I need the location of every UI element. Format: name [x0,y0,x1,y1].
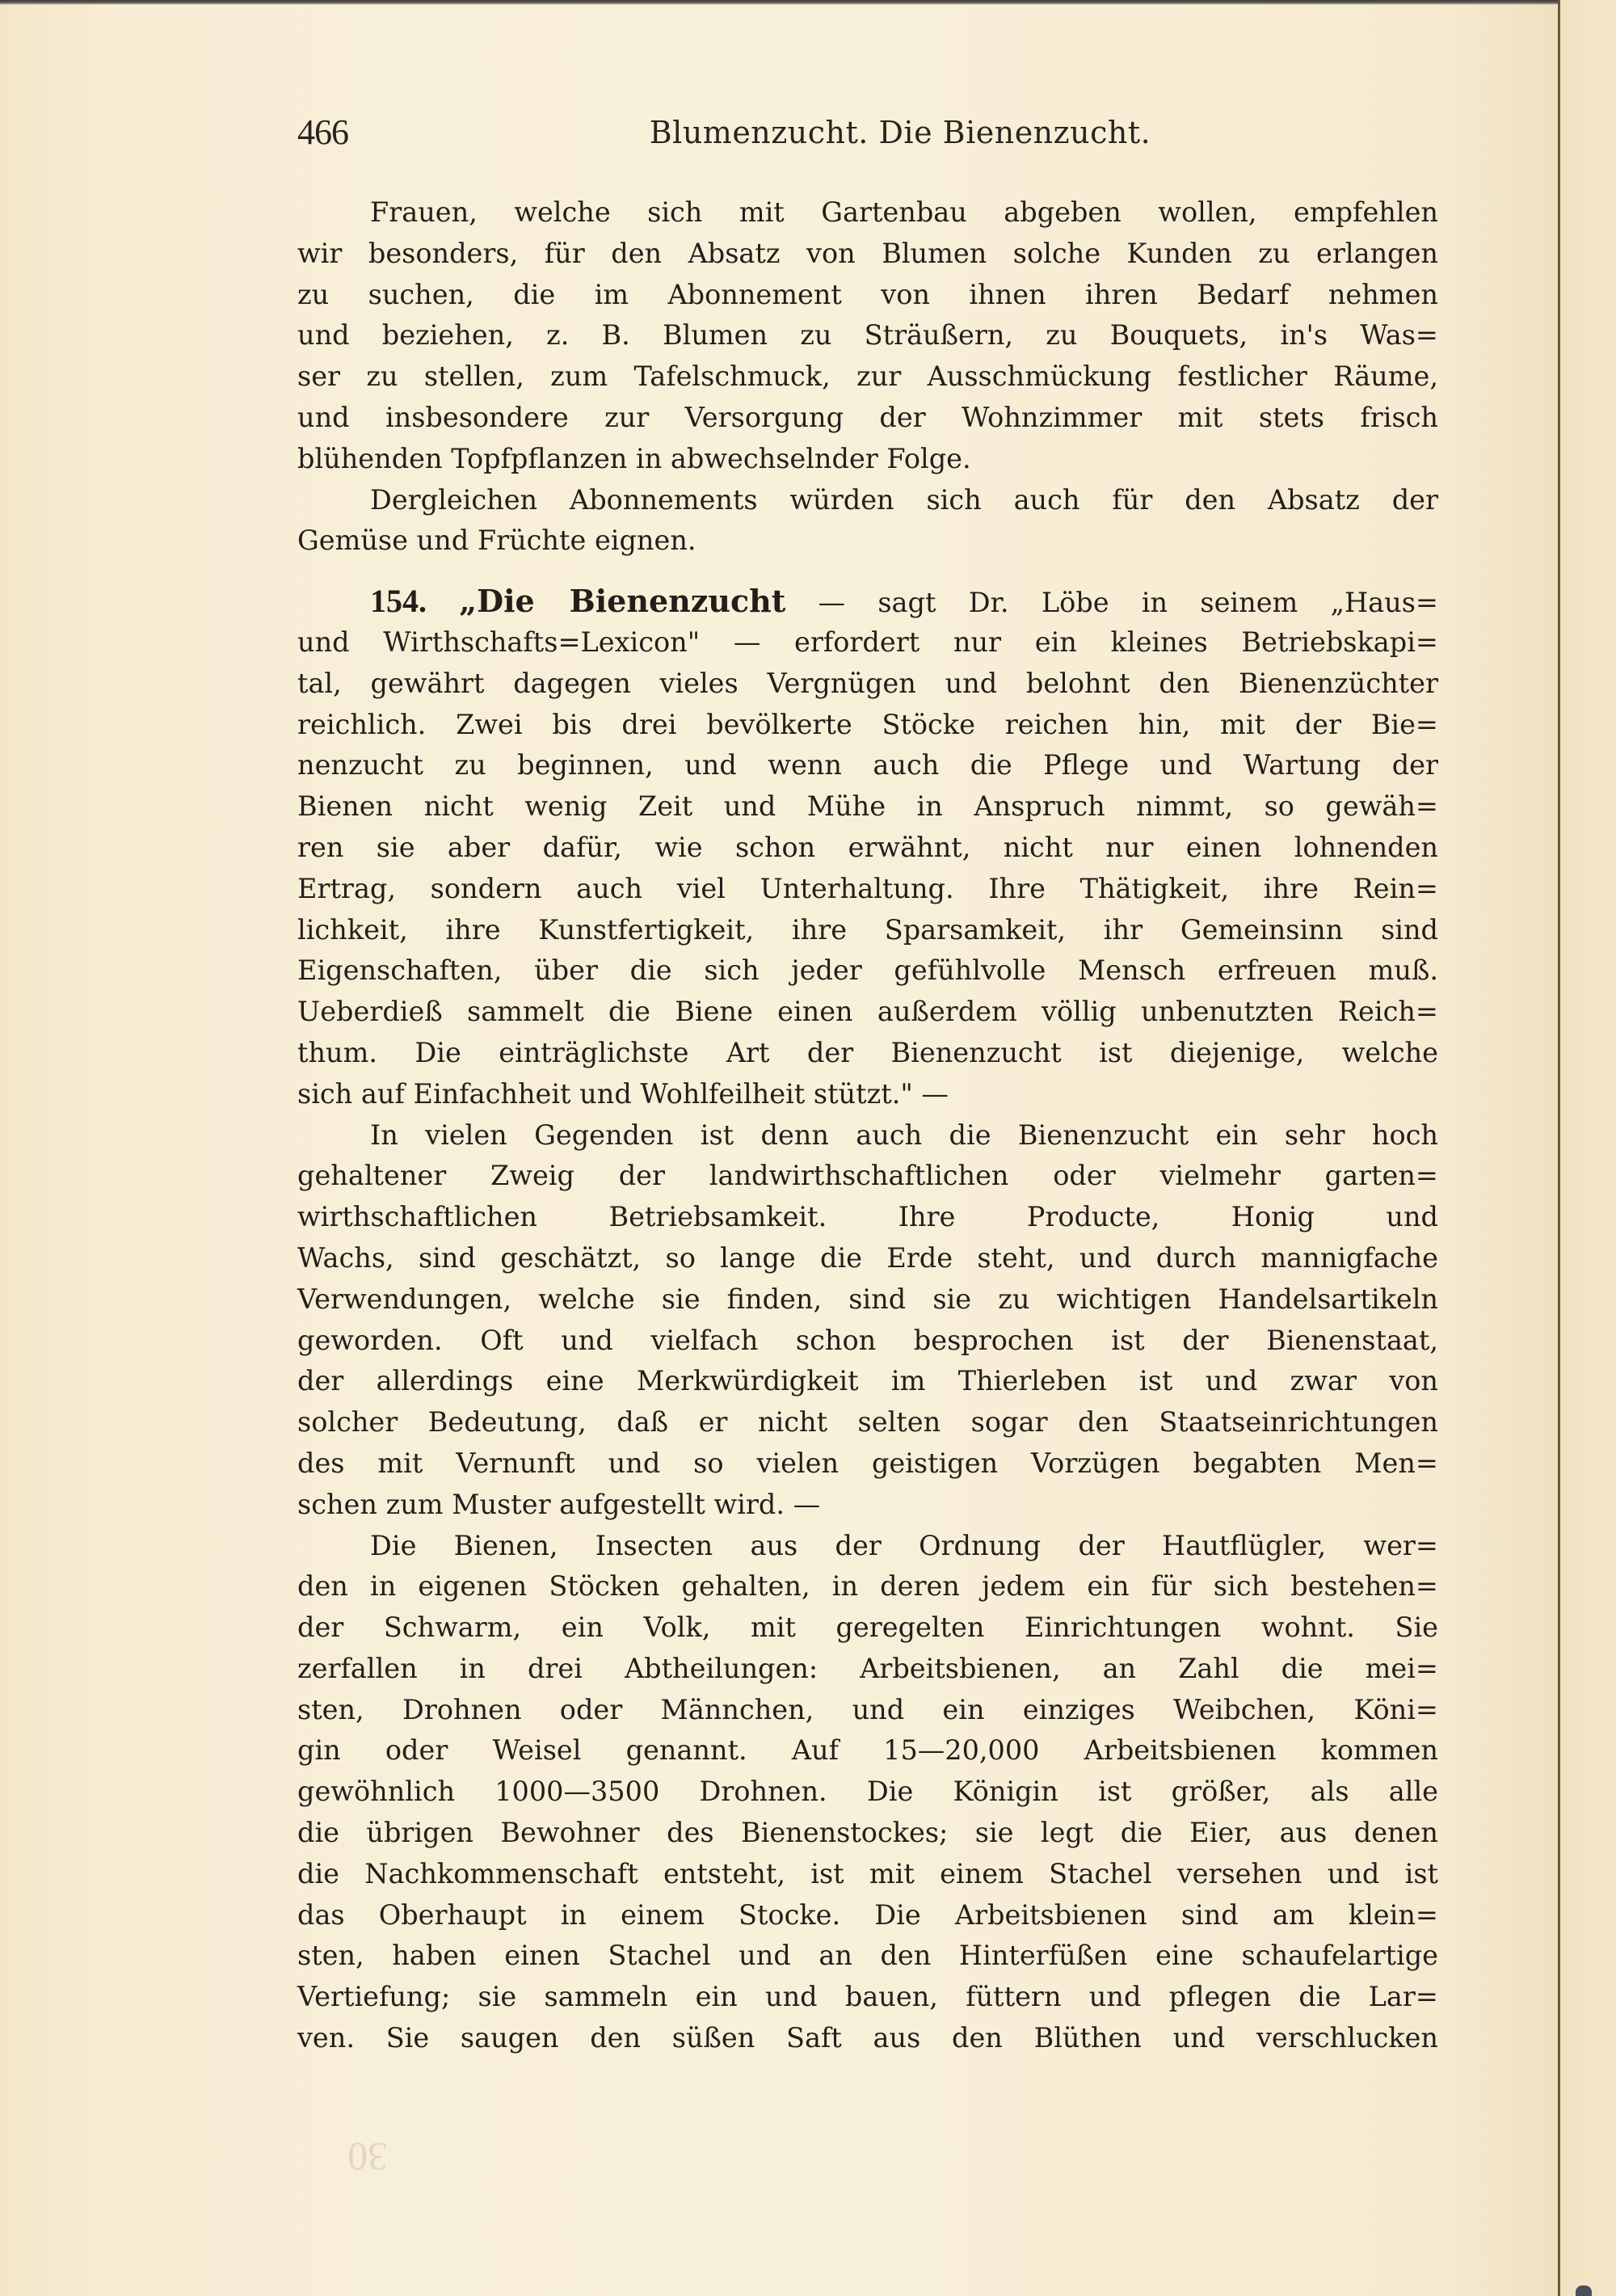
text-line: tal, gewährt dagegen vieles Vergnügen und belohnt den Bienenzüchter [297,667,1438,699]
text-line: gin oder Weisel genannt. Auf 15—20,000 Arbeitsbienen kommen [297,1734,1438,1767]
text-line: und Wirthschafts=Lexicon" — erfordert nur ein kleines Betriebskapi= [297,626,1438,658]
text-line: reichlich. Zwei bis drei bevölkerte Stöcke reichen hin, mit der Bie= [297,708,1438,740]
text-line: blühenden Topfpflanzen in abwechselnder Folge. [297,442,971,474]
text-line: den in eigenen Stöcken gehalten, in deren jedem ein für sich bestehen= [297,1570,1438,1603]
text-line: zerfallen in drei Abtheilungen: Arbeitsbienen, an Zahl die mei= [297,1652,1438,1684]
text-line: sten, haben einen Stachel und an den Hinterfüßen eine schaufelartige [297,1940,1438,1972]
text-line: der allerdings eine Merkwürdigkeit im Thierleben ist und zwar von [297,1365,1438,1397]
text-line: die übrigen Bewohner des Bienenstockes; sie legt die Eier, aus denen [297,1817,1438,1849]
text-line: die Nachkommenschaft entsteht, ist mit einem Stachel versehen und ist [297,1857,1438,1889]
text-line: Ueberdieß sammelt die Biene einen außerdem völlig unbenutzten Reich= [297,996,1438,1028]
text-line: sten, Drohnen oder Männchen, und ein einziges Weibchen, Köni= [297,1693,1438,1725]
running-head: Blumenzucht. Die Bienenzucht. [649,115,1151,150]
scan-top-edge [0,0,1616,5]
text-line: ven. Sie saugen den süßen Saft aus den Blüthen und verschlucken [297,2022,1438,2054]
text-line: gehaltener Zweig der landwirthschaftlichen oder vielmehr garten= [297,1160,1438,1192]
section-154 [297,581,1438,1114]
page-number: 466 [297,112,348,152]
section-heading-line [297,581,1438,622]
page-header [297,112,1438,160]
text-line: Ertrag, sondern auch viel Unterhaltung. Ihre Thätigkeit, ihre Rein= [297,872,1438,904]
text-line: der Schwarm, ein Volk, mit geregelten Einrichtungen wohnt. Sie [297,1611,1438,1644]
text-line: gewöhnlich 1000—3500 Drohnen. Die Königin ist größer, als alle [297,1776,1438,1808]
text-line: sich auf Einfachheit und Wohlfeilheit stützt." — [297,1077,949,1110]
text-line: Vertiefung; sie sammeln ein und bauen, füttern und pflegen die Lar= [297,1981,1438,2013]
text-line: Dergleichen Abonnements würden sich auch für den Absatz der [370,483,1438,516]
paragraph [297,1115,1438,1526]
text-line: schen zum Muster aufgestellt wird. — [297,1488,821,1520]
text-line: wir besonders, für den Absatz von Blumen solche Kunden zu erlangen [297,237,1438,269]
paragraph [297,192,1438,480]
text-line: Die Bienen, Insecten aus der Ordnung der Hautflügler, wer= [370,1529,1438,1561]
text-line: Wachs, sind geschätzt, so lange die Erde steht, und durch mannigfache [297,1241,1438,1274]
show-through-page-mark: 30 [347,2134,388,2180]
text-line: Gemüse und Früchte eignen. [297,524,696,557]
text-line: solcher Bedeutung, daß er nicht selten sogar den Staatseinrichtungen [297,1406,1438,1439]
text-line: thum. Die einträglichste Art der Bienenzucht ist diejenige, welche [297,1036,1438,1068]
text-line: Eigenschaften, über die sich jeder gefühlvolle Mensch erfreuen muß. [297,954,1438,987]
text-line: ser zu stellen, zum Tafelschmuck, zur Ausschmückung festlicher Räume, [297,360,1438,393]
section-heading-rest: — sagt Dr. Löbe in seinem „Haus= [818,587,1438,619]
text-line: geworden. Oft und vielfach schon besprochen ist der Bienenstaat, [297,1324,1438,1356]
text-line: und beziehen, z. B. Blumen zu Sträußern, zu Bouquets, in's Was= [297,319,1438,352]
text-line: das Oberhaupt in einem Stocke. Die Arbeitsbienen sind am klein= [297,1898,1438,1931]
text-line: lichkeit, ihre Kunstfertigkeit, ihre Sparsamkeit, ihr Gemeinsinn sind [297,913,1438,946]
text-line: des mit Vernunft und so vielen geistigen Vorzügen begabten Men= [297,1447,1438,1479]
text-line: Verwendungen, welche sie finden, sind sie zu wichtigen Handelsartikeln [297,1283,1438,1315]
text-line: In vielen Gegenden ist denn auch die Bienenzucht ein sehr hoch [370,1119,1438,1151]
paragraph [297,1526,1438,2059]
adjacent-page-edge [1560,0,1616,2296]
body-text [297,192,1438,2059]
text-line: zu suchen, die im Abonnement von ihnen ihren Bedarf nehmen [297,278,1438,310]
text-line: Bienen nicht wenig Zeit und Mühe in Anspruch nimmt, so gewäh= [297,790,1438,823]
section-title: „Die Bienenzucht [459,583,786,620]
text-line: und insbesondere zur Versorgung der Wohnzimmer mit stets frisch [297,401,1438,433]
text-line: Frauen, welche sich mit Gartenbau abgeben wollen, empfehlen [370,196,1438,228]
text-line: nenzucht zu beginnen, und wenn auch die Pflege und Wartung der [297,749,1438,781]
paragraph [297,480,1438,562]
text-line: wirthschaftlichen Betriebsamkeit. Ihre Producte, Honig und [297,1201,1438,1233]
text-line: ren sie aber dafür, wie schon erwähnt, nicht nur einen lohnenden [297,831,1438,863]
section-number: 154. [370,583,427,620]
scanner-corner [1576,2285,1592,2296]
